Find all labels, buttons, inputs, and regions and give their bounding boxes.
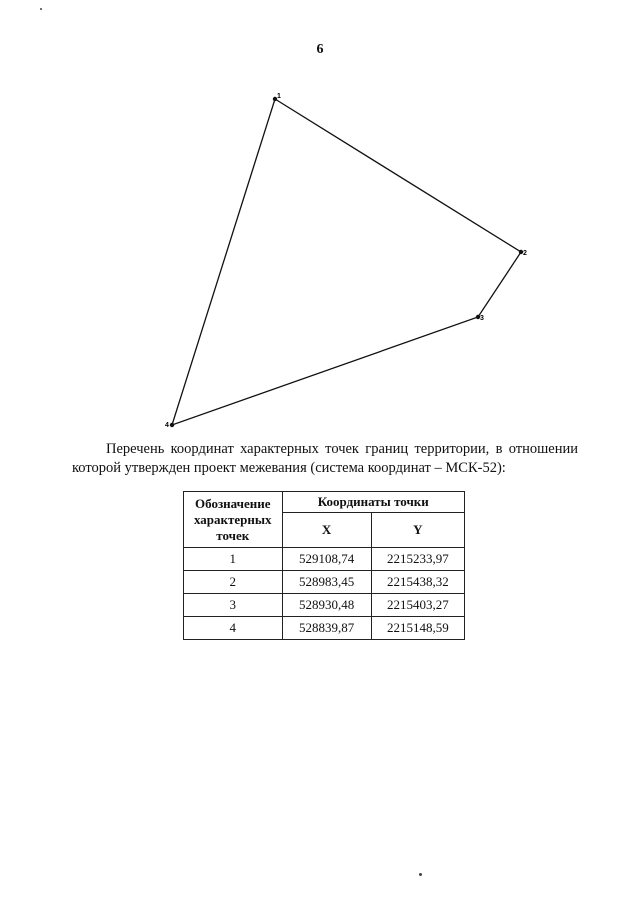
table-row [184, 617, 465, 640]
point-label-3: 3 [480, 315, 484, 322]
cell-point: 1 [184, 548, 283, 571]
page-number: 6 [316, 42, 324, 57]
scan-speck [40, 8, 42, 10]
header-coordinates: Координаты точки [282, 492, 464, 513]
cell-x: 529108,74 [282, 548, 371, 571]
cell-point: 3 [184, 594, 283, 617]
cell-y: 2215233,97 [371, 548, 464, 571]
territory-boundary [172, 99, 521, 425]
cell-y: 2215148,59 [371, 617, 464, 640]
cell-x: 528983,45 [282, 571, 371, 594]
header-designation: Обозначение характерных точек [184, 492, 283, 548]
point-label-4: 4 [165, 422, 169, 429]
territory-plan [0, 0, 640, 440]
cell-point: 2 [184, 571, 283, 594]
point-label-1: 1 [277, 93, 281, 100]
cell-x: 528839,87 [282, 617, 371, 640]
cell-y: 2215438,32 [371, 571, 464, 594]
point-label-2: 2 [523, 250, 527, 257]
scan-speck [419, 873, 422, 876]
header-y: Y [371, 513, 464, 548]
header-x: X [282, 513, 371, 548]
coordinates-table [183, 491, 465, 640]
cell-y: 2215403,27 [371, 594, 464, 617]
table-row [184, 594, 465, 617]
coordinates-caption: Перечень координат характерных точек границ территории, в отношении которой утвержден проект межевания (система координат – МСК-52): [72, 441, 578, 476]
table-row [184, 571, 465, 594]
cell-x: 528930,48 [282, 594, 371, 617]
boundary-point-4 [170, 423, 174, 427]
table-row [184, 548, 465, 571]
cell-point: 4 [184, 617, 283, 640]
